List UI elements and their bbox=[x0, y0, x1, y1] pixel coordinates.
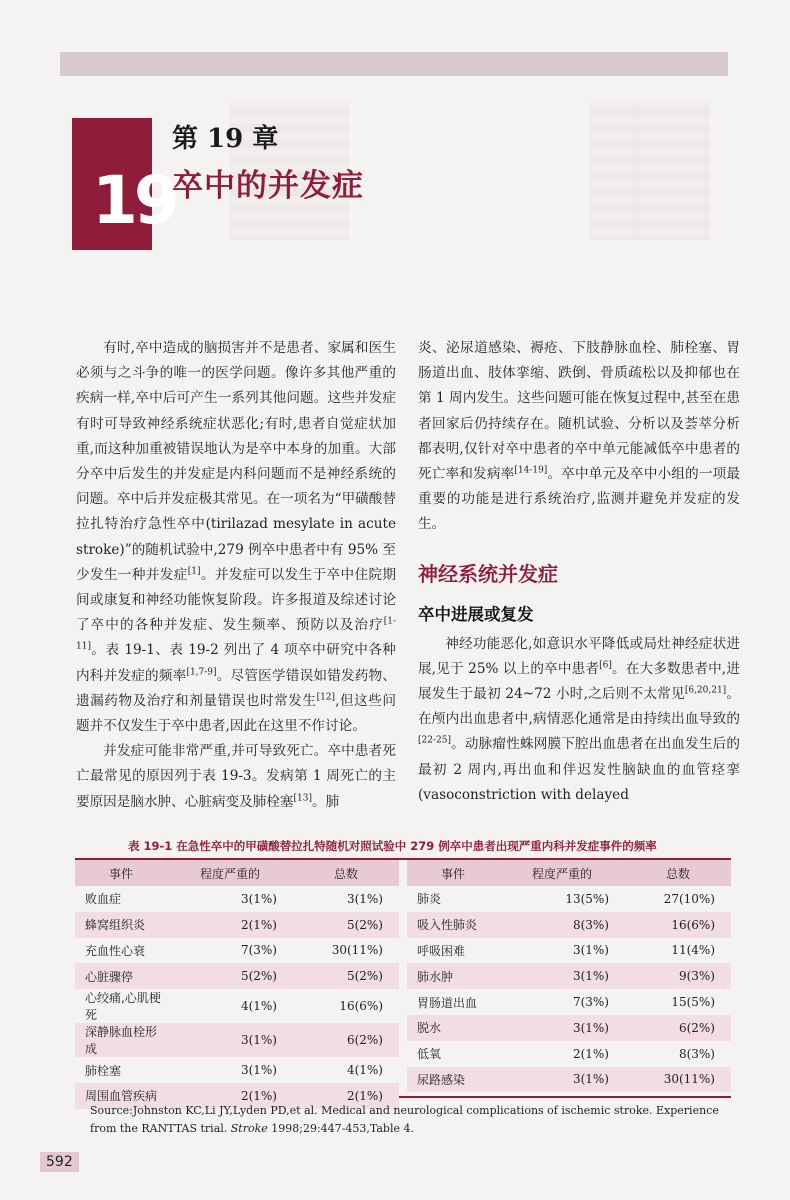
value-cell: 11(4%) bbox=[671, 943, 715, 958]
value-cell: 27(10%) bbox=[663, 891, 715, 906]
table-row bbox=[407, 1015, 731, 1041]
citation: [1-11] bbox=[76, 616, 396, 652]
column-header: 事件 bbox=[75, 860, 167, 886]
text-run: 。动脉瘤性蛛网膜下腔出血患者在出血发生后的最初 2 周内,再出血和伴迟发性脑缺血的血管痉挛(vasoconstriction with delayed bbox=[418, 736, 740, 803]
source-journal: Stroke bbox=[230, 1122, 268, 1135]
left-column bbox=[76, 336, 396, 815]
source-text: Source:Johnston KC,Li JY,Lyden PD,et al. Medical and neurological complications of ischemic stroke. Experience from the RANTTAS trial. bbox=[90, 1104, 719, 1135]
event-cell: 充血性心衰 bbox=[85, 943, 146, 958]
table-left-half bbox=[75, 860, 399, 1109]
text-run: 。肺 bbox=[311, 793, 340, 810]
event-cell: 周围血管疾病 bbox=[75, 1083, 167, 1109]
paragraph bbox=[76, 739, 396, 815]
value-cell: 6(2%) bbox=[625, 1015, 731, 1041]
citation: [1,7-9] bbox=[186, 667, 217, 678]
table-row bbox=[407, 989, 731, 1015]
value-cell: 5(2%) bbox=[293, 963, 399, 989]
citation: [12] bbox=[316, 692, 336, 703]
complications-table bbox=[75, 858, 731, 1104]
table-row bbox=[75, 886, 399, 912]
text-run: 。在颅内出血患者中,病情恶化通常是由持续出血导致的 bbox=[418, 686, 741, 728]
column-header: 程度严重的 bbox=[167, 860, 293, 886]
table-row bbox=[407, 912, 731, 938]
event-cell: 蜂窝组织炎 bbox=[75, 912, 167, 938]
citation: [6] bbox=[599, 660, 612, 671]
value-cell: 13(5%) bbox=[565, 891, 609, 906]
event-cell: 脱水 bbox=[407, 1015, 499, 1041]
paragraph bbox=[418, 336, 740, 538]
chapter-label: 第 19 章 bbox=[172, 124, 279, 154]
value-cell: 5(2%) bbox=[293, 912, 399, 938]
table-caption: 表 19-1 在急性卒中的甲磺酸替拉扎特随机对照试验中 279 例卒中患者出现严重内科并发症事件的频率 bbox=[128, 839, 657, 853]
event-cell: 心绞痛,心肌梗死 bbox=[85, 991, 161, 1023]
value-cell: 30(11%) bbox=[331, 943, 383, 958]
column-header: 总数 bbox=[625, 860, 731, 886]
value-cell: 3(1%) bbox=[167, 1023, 293, 1057]
event-cell: 深静脉血栓形成 bbox=[75, 1023, 167, 1057]
value-cell: 7(3%) bbox=[572, 995, 609, 1010]
table-row bbox=[407, 886, 731, 912]
value-cell: 4(1%) bbox=[346, 1063, 383, 1078]
text-run: 炎、泌尿道感染、褥疮、下肢静脉血栓、肺栓塞、胃肠道出血、肢体挛缩、跌倒、骨质疏松以及抑郁也在第 1 周内发生。这些问题可能在恢复过程中,甚至在患者回家后仍持续存在。随机试验、分析以及荟萃分析都表明,仅针对卒中患者的卒中单元能减低卒中患者的死亡率和发病率 bbox=[418, 340, 740, 483]
value-cell: 3(1%) bbox=[499, 1015, 625, 1041]
text-run: 并发症可能非常严重,并可导致死亡。卒中患者死亡最常见的原因列于表 19-3。发病第 1 周死亡的主要原因是脑水肿、心脏病变及肺栓塞 bbox=[76, 743, 396, 810]
value-cell: 15(5%) bbox=[671, 995, 715, 1010]
event-cell: 肺栓塞 bbox=[85, 1063, 122, 1078]
text-run: 。在大多数患者中,进展发生于最初 24~72 小时,之后则不太常见 bbox=[418, 660, 740, 703]
event-cell: 吸入性肺炎 bbox=[407, 912, 499, 938]
event-cell: 低氧 bbox=[417, 1047, 442, 1062]
value-cell: 3(1%) bbox=[499, 1067, 625, 1093]
text-run: 。并发症可以发生于卒中住院期间或康复和神经功能恢复阶段。许多报道及综述讨论了卒中的各种并发症、发生频率、预防以及治疗 bbox=[76, 566, 397, 634]
value-cell: 5(2%) bbox=[167, 963, 293, 989]
value-cell: 30(11%) bbox=[625, 1067, 731, 1093]
column-header: 程度严重的 bbox=[499, 860, 625, 886]
table-row bbox=[407, 963, 731, 989]
table-row bbox=[75, 1057, 399, 1083]
table-right-half bbox=[407, 860, 731, 1092]
value-cell: 8(3%) bbox=[499, 912, 625, 938]
value-cell: 16(6%) bbox=[625, 912, 731, 938]
text-run: 。尽管医学错误如错发药物、遗漏药物及治疗和剂量错误也时常发生 bbox=[76, 667, 397, 709]
table-row bbox=[75, 938, 399, 964]
value-cell: 2(1%) bbox=[167, 1083, 293, 1109]
subsection-heading: 卒中进展或复发 bbox=[418, 604, 534, 624]
table-row bbox=[407, 938, 731, 964]
value-cell: 3(1%) bbox=[346, 891, 383, 906]
event-cell: 呼吸困难 bbox=[417, 943, 466, 958]
table-source-note bbox=[90, 1102, 740, 1138]
text-run: 有时,卒中造成的脑损害并不是患者、家属和医生必须与之斗争的唯一的医学问题。像许多其他严重的疾病一样,卒中后可产生一系列其他问题。这些并发症有时可导致神经系统症状恶化;有时,患者自觉症状加重,而这种加重被错误地认为是卒中本身的加重。大部分卒中后发生的并发症是内科问题而不是神经系统的问题。卒中后并发症极其常见。在一项名为“甲磺酸替拉扎特治疗急性卒中(tirilazad mesylate in acute stroke)”的随机试验中,279 例卒中患者中有 95% 至少发生一种并发症 bbox=[76, 340, 396, 583]
right-column bbox=[418, 336, 740, 808]
value-cell: 2(1%) bbox=[167, 912, 293, 938]
table-row bbox=[407, 1067, 731, 1093]
value-cell: 2(1%) bbox=[293, 1083, 399, 1109]
table-row bbox=[75, 989, 399, 1023]
text-run: 神经功能恶化,如意识水平降低或局灶神经症状进展,见于 25% 以上的卒中患者 bbox=[418, 635, 740, 677]
table-row bbox=[407, 1041, 731, 1067]
event-cell: 肺炎 bbox=[417, 892, 442, 907]
value-cell: 8(3%) bbox=[678, 1046, 715, 1061]
text-run: 。表 19-1、表 19-2 列出了 4 项卒中研究中各种内科并发症的频率 bbox=[76, 642, 396, 684]
value-cell: 2(1%) bbox=[572, 1046, 609, 1061]
column-header: 总数 bbox=[293, 860, 399, 886]
event-cell: 尿路感染 bbox=[407, 1067, 499, 1093]
event-cell: 胃肠道出血 bbox=[417, 995, 478, 1010]
paragraph bbox=[76, 336, 396, 739]
paragraph bbox=[418, 632, 740, 808]
citation: [13] bbox=[293, 793, 312, 804]
citation: [22-25] bbox=[418, 735, 451, 746]
value-cell: 3(1%) bbox=[572, 943, 609, 958]
value-cell: 6(2%) bbox=[293, 1023, 399, 1057]
table-row bbox=[75, 963, 399, 989]
value-cell: 4(1%) bbox=[240, 999, 277, 1014]
value-cell: 3(1%) bbox=[499, 963, 625, 989]
chapter-title: 卒中的并发症 bbox=[172, 168, 364, 204]
text-run: 。卒中单元及卒中小组的一项最重要的功能是进行系统治疗,监测并避免并发症的发生。 bbox=[418, 466, 740, 533]
value-cell: 7(3%) bbox=[240, 943, 277, 958]
value-cell: 16(6%) bbox=[339, 999, 383, 1014]
header-band bbox=[60, 52, 728, 76]
chapter-number: 19 bbox=[92, 162, 176, 239]
text-run: ,但这些问题并不仅发生于卒中患者,因此在这里不作讨论。 bbox=[76, 692, 397, 735]
citation: [14-19] bbox=[514, 465, 548, 476]
value-cell: 9(3%) bbox=[625, 963, 731, 989]
page-number: 592 bbox=[40, 1152, 79, 1172]
table-row bbox=[75, 1023, 399, 1057]
event-cell: 败血症 bbox=[85, 892, 122, 907]
section-heading: 神经系统并发症 bbox=[418, 561, 558, 586]
column-header: 事件 bbox=[407, 860, 499, 886]
value-cell: 3(1%) bbox=[240, 891, 277, 906]
citation: [1] bbox=[187, 566, 201, 577]
event-cell: 心脏骤停 bbox=[75, 963, 167, 989]
event-cell: 肺水肿 bbox=[407, 963, 499, 989]
show-through-text bbox=[590, 100, 710, 240]
table-row bbox=[75, 912, 399, 938]
source-text: 1998;29:447-453,Table 4. bbox=[267, 1122, 414, 1135]
value-cell: 3(1%) bbox=[240, 1063, 277, 1078]
citation: [6,20,21] bbox=[684, 685, 727, 696]
